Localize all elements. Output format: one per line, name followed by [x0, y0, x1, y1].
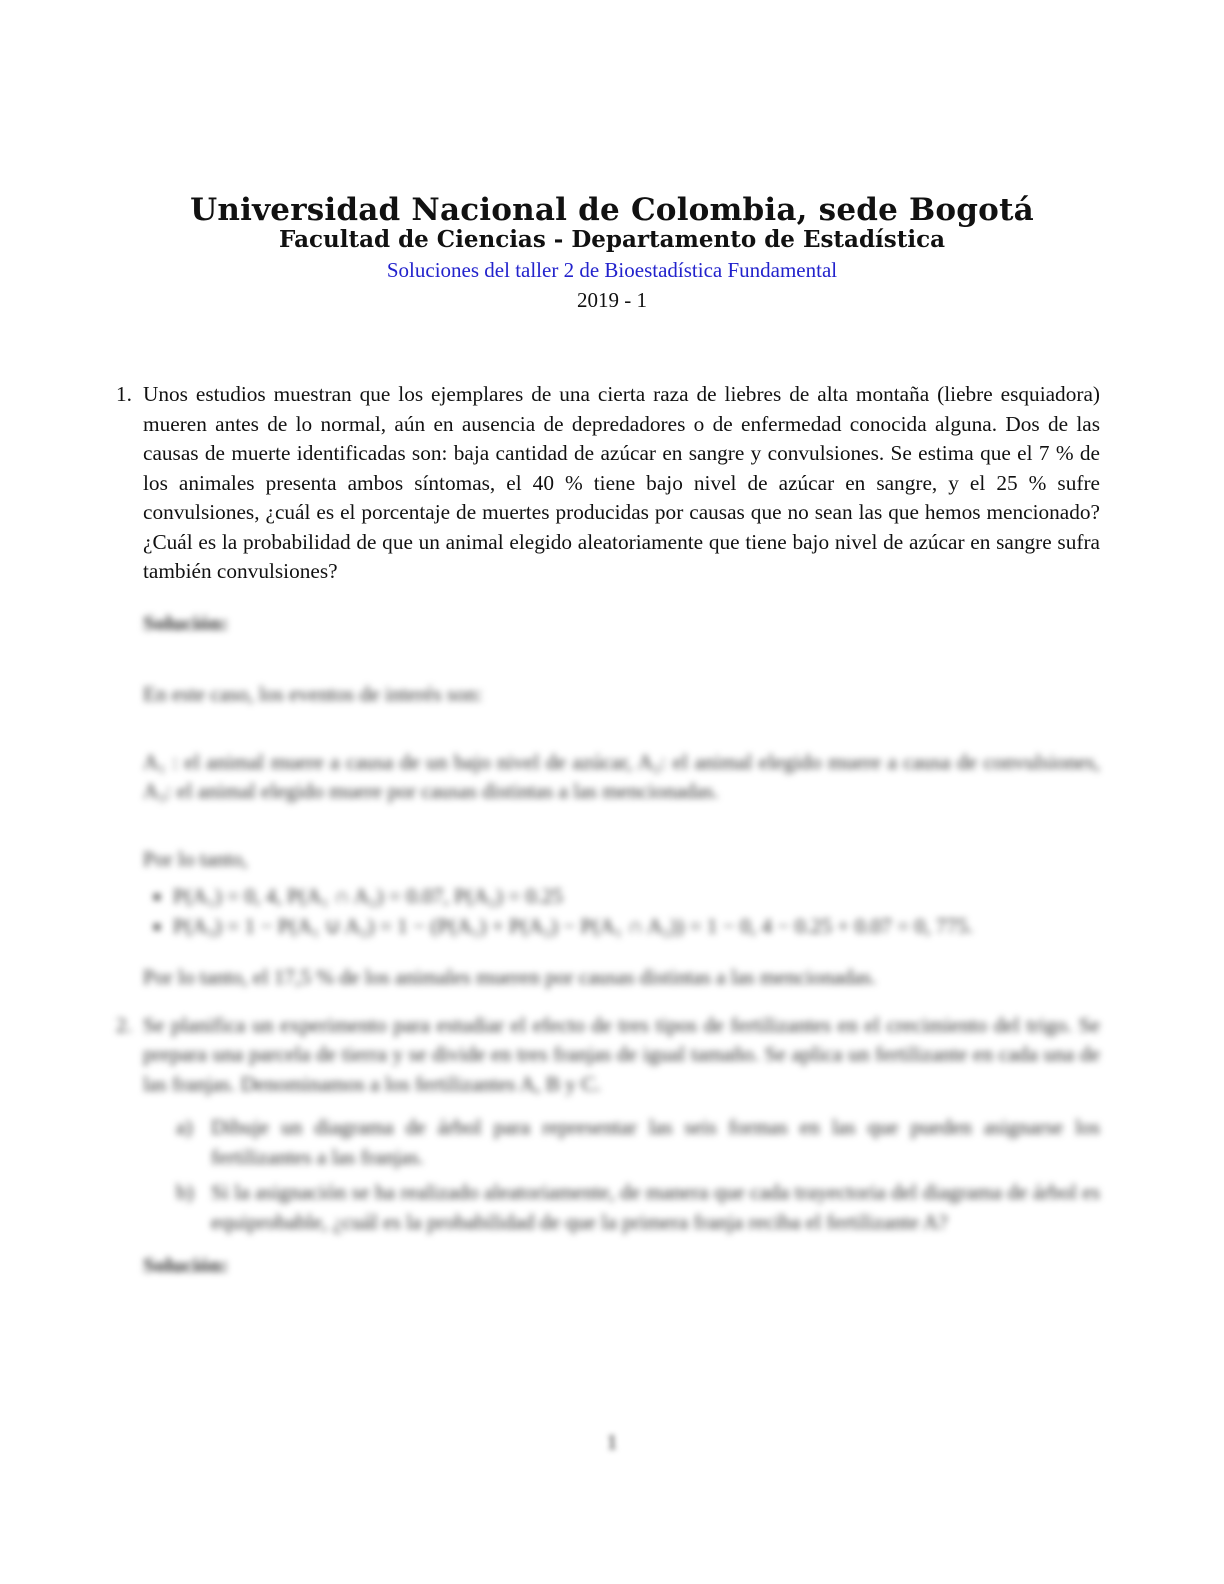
solution-label: Solución: [143, 610, 229, 635]
document-body [110, 380, 1100, 1281]
university-title: Universidad Nacional de Colombia, sede Bogotá [190, 192, 1034, 228]
subquestion-label: a) [176, 1115, 193, 1139]
problem-number: 2. [116, 1012, 132, 1037]
therefore-label: Por lo tanto, [143, 846, 248, 871]
list-item [176, 1113, 1100, 1172]
solution-conclusion: Por lo tanto, el 17,5 % de los animales mueren por causas distintas a las mencionadas. [143, 965, 877, 989]
problem-statement: Se planifica un experimento para estudiar el efecto de tres tipos de fertilizantes en el crecimiento del trigo. Se prepara una parcela de tierra y se divide en tres franjas de igual tamaño. Se aplica un fertilizante en cada una de las franjas. Denominamos a los fertilizantes A, B y C. [143, 1012, 1100, 1096]
list-item [176, 1178, 1100, 1237]
solution-label: Solución: [143, 1253, 229, 1277]
problem-2-parts [110, 1113, 1100, 1281]
problem-number: 1. [116, 382, 132, 406]
subquestion-list [143, 1113, 1100, 1237]
solution-1 [110, 609, 1100, 993]
probability-list [143, 882, 1100, 941]
problem-statement: Unos estudios muestran que los ejemplares de una cierta raza de liebres de alta montaña (liebre esquiadora) mueren antes de lo normal, aún en ausencia de depredadores o de enfermedad conocida alguna. Dos de las causas de muerte identificadas son: baja cantidad de azúcar en sangre y convulsiones. Se estima que el 7 % de los animales presenta ambos síntomas, el 40 % tiene bajo nivel de azúcar en sangre, y el 25 % sufre convulsiones, ¿cuál es el porcentaje de muertes producidas por causas que no sean las que hemos mencionado? ¿Cuál es la probabilidad de que un animal elegido aleatoriamente que tiene bajo nivel de azúcar en sangre sufra también convulsiones? [143, 382, 1100, 583]
subquestion-label: b) [176, 1180, 194, 1204]
list-item: ▪ P(A₁) = 0, 4, P(A₁ ∩ A₂) = 0.07, P(A₂) = 0.25 [173, 882, 1100, 912]
list-item: ▪ P(A₃) = 1 − P(A₁ ∪ A₂) = 1 − (P(A₁) + P(A₂) − P(A₁ ∩ A₂)) = 1 − 0, 4 − 0.25 + 0.07 = 0, 775. [173, 912, 1100, 942]
problem-1 [110, 380, 1100, 587]
subquestion-text: Si la asignación se ha realizado aleatoriamente, de manera que cada trayectoria del diagrama de árbol es equiprobable, ¿cuál es la probabilidad de que la primera franja reciba el fertilizante A? [211, 1180, 1100, 1234]
page-number: 1 [606, 1430, 618, 1454]
solution-intro: En este caso, los eventos de interés son: [143, 682, 483, 706]
faculty-title: Facultad de Ciencias - Departamento de Estadística [279, 226, 945, 253]
semester-label: 2019 - 1 [577, 288, 647, 312]
subquestion-text: Dibuje un diagrama de árbol para representar las seis formas en las que pueden asignarse los fertilizantes a las franjas. [211, 1115, 1100, 1169]
problem-2 [110, 1011, 1100, 1100]
document-subtitle: Soluciones del taller 2 de Bioestadística Fundamental [386, 258, 838, 282]
events-definition: A₁ : el animal muere a causa de un bajo nivel de azúcar, A₂: el animal elegido muere a causa de convulsiones, A₃: el animal elegido muere por causas distintas a las mencionadas. [143, 749, 1100, 803]
